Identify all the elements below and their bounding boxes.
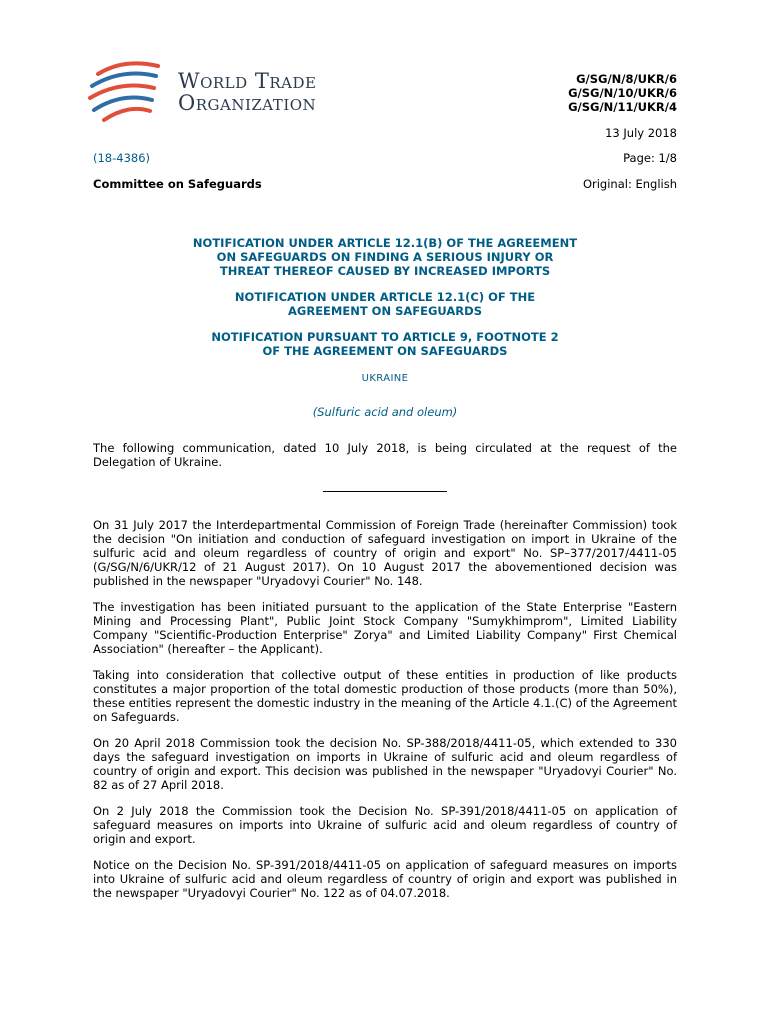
intro-paragraph: The following communication, dated 10 July 2018, is being circulated at the request of the Delegation of Ukraine. — [93, 441, 677, 469]
paragraph-2: The investigation has been initiated pursuant to the application of the State Enterprise "Eastern Mining and Processing Plant", Public Joint Stock Company "Sumykhimprom", Limited Liability Company "Scientific-Production Enterprise" Zorya" and Limited Liability Company" First Chemical Association" (hereafter – the Applicant). — [93, 600, 677, 656]
wto-logo-wordmark — [178, 70, 316, 114]
wto-emblem-icon — [84, 56, 174, 128]
document-date: 13 July 2018 — [605, 126, 677, 140]
title-article-12-1c — [93, 290, 677, 318]
title-1-line-3: THREAT THEREOF CAUSED BY INCREASED IMPORTS — [219, 264, 551, 278]
title-2-line-2: AGREEMENT ON SAFEGUARDS — [288, 304, 482, 318]
notification-titles — [93, 236, 677, 370]
symbol-3: G/SG/N/11/UKR/4 — [568, 100, 677, 114]
title-3-line-1: NOTIFICATION PURSUANT TO ARTICLE 9, FOOTNOTE 2 — [211, 330, 559, 344]
original-language: Original: English — [582, 177, 677, 191]
body-text — [93, 518, 677, 912]
separator-rule — [323, 491, 447, 492]
wto-logo — [84, 56, 344, 128]
title-1-line-1: NOTIFICATION UNDER ARTICLE 12.1(B) OF THE AGREEMENT — [192, 236, 578, 250]
symbol-1: G/SG/N/8/UKR/6 — [576, 72, 677, 86]
title-3-line-2: OF THE AGREEMENT ON SAFEGUARDS — [262, 344, 508, 358]
paragraph-4: On 20 April 2018 Commission took the decision No. SP-388/2018/4411-05, which extended to 330 days the safeguard investigation on imports in Ukraine of sulfuric acid and oleum regardless of country of origin and export. This decision was published in the newspaper "Uryadovyi Courier" No. 82 as of 27 April 2018. — [93, 736, 677, 792]
country-name: UKRAINE — [361, 373, 409, 384]
document-symbols — [568, 72, 677, 114]
title-article-9 — [93, 330, 677, 358]
page-number: Page: 1/8 — [623, 151, 677, 165]
committee-name: Committee on Safeguards — [93, 177, 262, 191]
paragraph-5: On 2 July 2018 the Commission took the Decision No. SP-391/2018/4411-05 on application of safeguard measures on imports into Ukraine of sulfuric acid and oleum regardless of country of origin and export. — [93, 804, 677, 846]
title-2-line-1: NOTIFICATION UNDER ARTICLE 12.1(C) OF THE — [234, 290, 536, 304]
title-article-12-1b — [93, 236, 677, 278]
logo-line-2: Organization — [178, 91, 317, 115]
paragraph-3: Taking into consideration that collective output of these entities in production of like products constitutes a major proportion of the total domestic production of those products (more than 50%), these entities represent the domestic industry in the meaning of the Article 4.1.(C) of the Agreement on Safeguards. — [93, 668, 677, 724]
title-1-line-2: ON SAFEGUARDS ON FINDING A SERIOUS INJURY OR — [216, 250, 554, 264]
paragraph-1: On 31 July 2017 the Interdepartmental Commission of Foreign Trade (hereinafter Commission) took the decision "On initiation and conduction of safeguard investigation on import in Ukraine of the sulfuric acid and oleum regardless of country of origin and export" No. SP–377/2017/4411-05 (G/SG/N/6/UKR/12 of 21 August 2017). On 10 August 2017 the abovementioned decision was published in the newspaper "Uryadovyi Courier" No. 148. — [93, 518, 677, 588]
symbol-2: G/SG/N/10/UKR/6 — [568, 86, 677, 100]
logo-line-1: World Trade — [178, 69, 317, 93]
subject-product: (Sulfuric acid and oleum) — [312, 405, 458, 419]
document-number: (18-4386) — [93, 151, 151, 165]
paragraph-6: Notice on the Decision No. SP-391/2018/4411-05 on application of safeguard measures on imports into Ukraine of sulfuric acid and oleum regardless of country of origin and export was published in the newspaper "Uryadovyi Courier" No. 122 as of 04.07.2018. — [93, 858, 677, 900]
